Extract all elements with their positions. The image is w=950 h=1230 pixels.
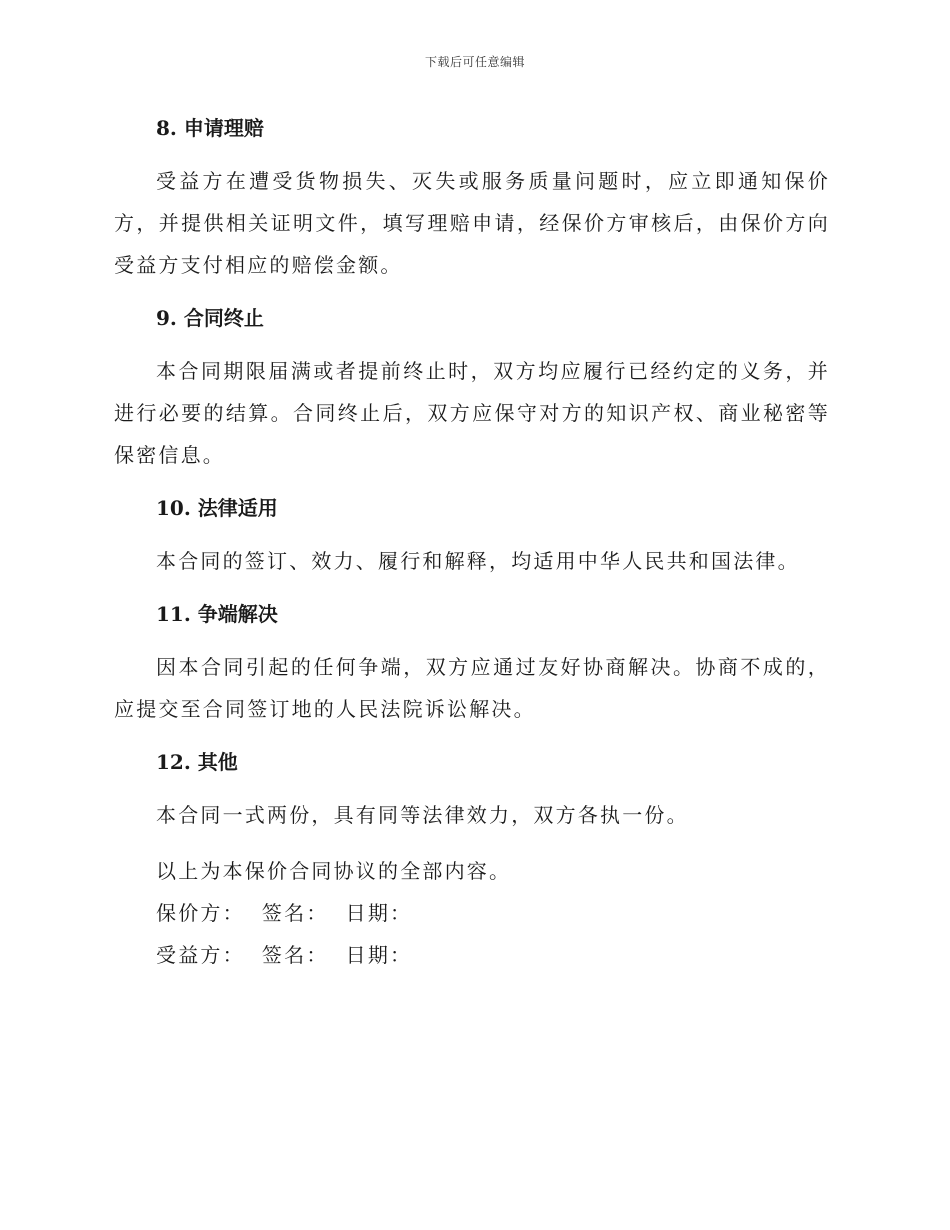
- signature-line-beneficiary: 受益方： 签名： 日期：: [156, 943, 413, 967]
- page-header-note: 下载后可任意编辑: [424, 55, 525, 69]
- section-9-paragraph: 本合同期限届满或者提前终止时，双方均应履行已经约定的义务，并进行必要的结算。合同终止后，双方应保守对方的知识产权、商业秘密等保密信息。: [114, 359, 830, 467]
- section-heading-12: 12. 其他: [156, 750, 238, 774]
- section-heading-10: 10. 法律适用: [156, 496, 278, 520]
- section-heading-11: 11. 争端解决: [156, 602, 278, 626]
- section-11-paragraph: 因本合同引起的任何争端，双方应通过友好协商解决。协商不成的，应提交至合同签订地的人民法院诉讼解决。: [114, 655, 830, 721]
- document-body: [114, 110, 830, 976]
- section-12-paragraph: 本合同一式两份，具有同等法律效力，双方各执一份。: [156, 803, 689, 827]
- section-10-paragraph: 本合同的签订、效力、履行和解释，均适用中华人民共和国法律。: [156, 549, 800, 573]
- section-8-paragraph: 受益方在遭受货物损失、灭失或服务质量问题时，应立即通知保价方，并提供相关证明文件，填写理赔申请，经保价方审核后，由保价方向受益方支付相应的赔偿金额。: [114, 169, 830, 277]
- section-heading-8: 8. 申请理赔: [156, 116, 264, 140]
- closing-statement: 以上为本保价合同协议的全部内容。: [156, 859, 512, 883]
- section-heading-9: 9. 合同终止: [156, 306, 264, 330]
- signature-line-insurer: 保价方： 签名： 日期：: [156, 901, 413, 925]
